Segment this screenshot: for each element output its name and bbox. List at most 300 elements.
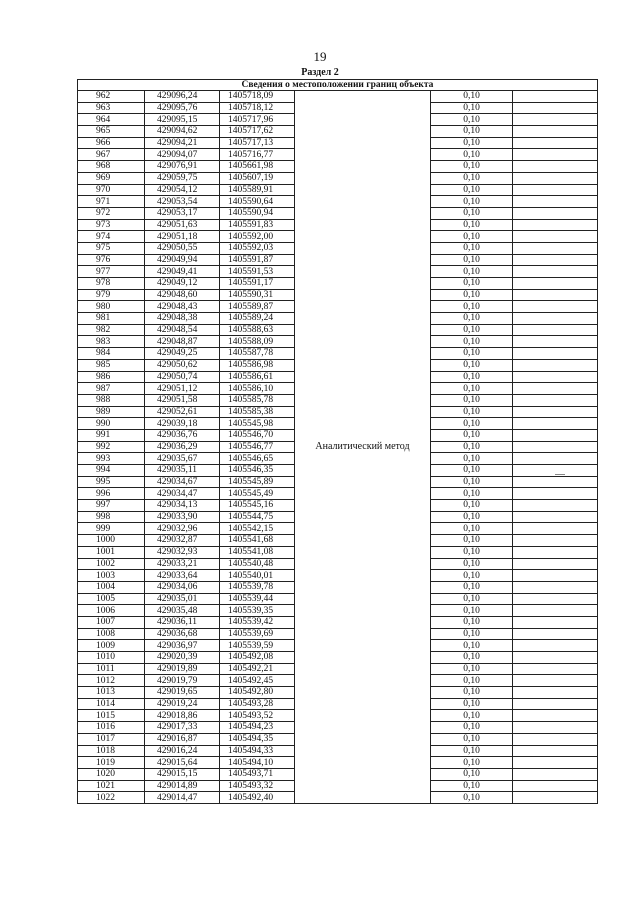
description-cell xyxy=(513,500,598,512)
point-number-cell: 1020 xyxy=(78,768,145,780)
boundary-coordinates-table xyxy=(77,79,598,804)
x-coordinate-cell: 429034,13 xyxy=(145,500,220,512)
y-coordinate-cell: 1405546,35 xyxy=(220,465,295,477)
accuracy-cell: 0,10 xyxy=(431,465,513,477)
point-number-cell: 1005 xyxy=(78,593,145,605)
y-coordinate-cell: 1405587,78 xyxy=(220,348,295,360)
description-cell xyxy=(513,149,598,161)
accuracy-cell: 0,10 xyxy=(431,593,513,605)
point-number-cell: 987 xyxy=(78,383,145,395)
accuracy-cell: 0,10 xyxy=(431,675,513,687)
y-coordinate-cell: 1405717,13 xyxy=(220,137,295,149)
point-number-cell: 1006 xyxy=(78,605,145,617)
y-coordinate-cell: 1405591,83 xyxy=(220,219,295,231)
x-coordinate-cell: 429053,54 xyxy=(145,196,220,208)
x-coordinate-cell: 429033,64 xyxy=(145,570,220,582)
accuracy-cell: 0,10 xyxy=(431,628,513,640)
point-number-cell: 1009 xyxy=(78,640,145,652)
description-cell xyxy=(513,336,598,348)
description-cell xyxy=(513,546,598,558)
description-cell xyxy=(513,535,598,547)
accuracy-cell: 0,10 xyxy=(431,219,513,231)
x-coordinate-cell: 429048,43 xyxy=(145,301,220,313)
description-cell xyxy=(513,301,598,313)
description-cell xyxy=(513,710,598,722)
x-coordinate-cell: 429032,96 xyxy=(145,523,220,535)
x-coordinate-cell: 429051,18 xyxy=(145,231,220,243)
x-coordinate-cell: 429050,55 xyxy=(145,242,220,254)
description-cell xyxy=(513,757,598,769)
x-coordinate-cell: 429014,47 xyxy=(145,792,220,804)
method-cell: Аналитический метод xyxy=(295,91,431,804)
x-coordinate-cell: 429036,97 xyxy=(145,640,220,652)
x-coordinate-cell: 429017,33 xyxy=(145,722,220,734)
description-cell xyxy=(513,616,598,628)
y-coordinate-cell: 1405586,10 xyxy=(220,383,295,395)
description-cell xyxy=(513,161,598,173)
y-coordinate-cell: 1405545,16 xyxy=(220,500,295,512)
y-coordinate-cell: 1405589,24 xyxy=(220,313,295,325)
y-coordinate-cell: 1405592,00 xyxy=(220,231,295,243)
description-cell xyxy=(513,780,598,792)
point-number-cell: 1008 xyxy=(78,628,145,640)
y-coordinate-cell: 1405544,75 xyxy=(220,511,295,523)
y-coordinate-cell: 1405718,12 xyxy=(220,102,295,114)
accuracy-cell: 0,10 xyxy=(431,102,513,114)
point-number-cell: 1012 xyxy=(78,675,145,687)
y-coordinate-cell: 1405590,31 xyxy=(220,289,295,301)
point-number-cell: 968 xyxy=(78,161,145,173)
x-coordinate-cell: 429094,62 xyxy=(145,126,220,138)
y-coordinate-cell: 1405545,49 xyxy=(220,488,295,500)
point-number-cell: 964 xyxy=(78,114,145,126)
y-coordinate-cell: 1405590,64 xyxy=(220,196,295,208)
description-cell xyxy=(513,383,598,395)
description-cell xyxy=(513,675,598,687)
accuracy-cell: 0,10 xyxy=(431,652,513,664)
description-cell xyxy=(513,441,598,453)
x-coordinate-cell: 429033,21 xyxy=(145,558,220,570)
y-coordinate-cell: 1405592,03 xyxy=(220,242,295,254)
point-number-cell: 1000 xyxy=(78,535,145,547)
description-cell xyxy=(513,126,598,138)
point-number-cell: 972 xyxy=(78,207,145,219)
point-number-cell: 999 xyxy=(78,523,145,535)
accuracy-cell: 0,10 xyxy=(431,792,513,804)
x-coordinate-cell: 429016,87 xyxy=(145,733,220,745)
x-coordinate-cell: 429049,25 xyxy=(145,348,220,360)
x-coordinate-cell: 429094,21 xyxy=(145,137,220,149)
accuracy-cell: 0,10 xyxy=(431,780,513,792)
point-number-cell: 981 xyxy=(78,313,145,325)
y-coordinate-cell: 1405585,78 xyxy=(220,394,295,406)
y-coordinate-cell: 1405586,61 xyxy=(220,371,295,383)
accuracy-cell: 0,10 xyxy=(431,161,513,173)
description-cell xyxy=(513,114,598,126)
x-coordinate-cell: 429095,76 xyxy=(145,102,220,114)
y-coordinate-cell: 1405494,35 xyxy=(220,733,295,745)
accuracy-cell: 0,10 xyxy=(431,558,513,570)
y-coordinate-cell: 1405591,87 xyxy=(220,254,295,266)
point-number-cell: 1014 xyxy=(78,698,145,710)
y-coordinate-cell: 1405539,44 xyxy=(220,593,295,605)
x-coordinate-cell: 429059,75 xyxy=(145,172,220,184)
description-cell xyxy=(513,394,598,406)
point-number-cell: 1011 xyxy=(78,663,145,675)
point-number-cell: 997 xyxy=(78,500,145,512)
description-cell xyxy=(513,313,598,325)
y-coordinate-cell: 1405590,94 xyxy=(220,207,295,219)
x-coordinate-cell: 429048,54 xyxy=(145,324,220,336)
description-cell xyxy=(513,172,598,184)
point-number-cell: 962 xyxy=(78,91,145,103)
description-cell xyxy=(513,745,598,757)
point-number-cell: 1007 xyxy=(78,616,145,628)
y-coordinate-cell: 1405607,19 xyxy=(220,172,295,184)
point-number-cell: 979 xyxy=(78,289,145,301)
description-cell xyxy=(513,663,598,675)
accuracy-cell: 0,10 xyxy=(431,359,513,371)
point-number-cell: 984 xyxy=(78,348,145,360)
point-number-cell: 1019 xyxy=(78,757,145,769)
accuracy-cell: 0,10 xyxy=(431,733,513,745)
description-cell xyxy=(513,558,598,570)
accuracy-cell: 0,10 xyxy=(431,546,513,558)
point-number-cell: 1002 xyxy=(78,558,145,570)
point-number-cell: 1016 xyxy=(78,722,145,734)
description-cell xyxy=(513,768,598,780)
x-coordinate-cell: 429050,74 xyxy=(145,371,220,383)
y-coordinate-cell: 1405539,59 xyxy=(220,640,295,652)
accuracy-cell: 0,10 xyxy=(431,757,513,769)
point-number-cell: 1010 xyxy=(78,652,145,664)
x-coordinate-cell: 429033,90 xyxy=(145,511,220,523)
y-coordinate-cell: 1405539,35 xyxy=(220,605,295,617)
table-header: Сведения о местоположении границ объекта xyxy=(78,80,598,91)
point-number-cell: 1017 xyxy=(78,733,145,745)
x-coordinate-cell: 429051,12 xyxy=(145,383,220,395)
margin-mark xyxy=(555,474,565,475)
x-coordinate-cell: 429048,87 xyxy=(145,336,220,348)
description-cell xyxy=(513,640,598,652)
x-coordinate-cell: 429034,06 xyxy=(145,581,220,593)
x-coordinate-cell: 429051,58 xyxy=(145,394,220,406)
x-coordinate-cell: 429051,63 xyxy=(145,219,220,231)
point-number-cell: 985 xyxy=(78,359,145,371)
point-number-cell: 992 xyxy=(78,441,145,453)
y-coordinate-cell: 1405492,80 xyxy=(220,687,295,699)
x-coordinate-cell: 429052,61 xyxy=(145,406,220,418)
description-cell xyxy=(513,722,598,734)
x-coordinate-cell: 429015,15 xyxy=(145,768,220,780)
accuracy-cell: 0,10 xyxy=(431,663,513,675)
y-coordinate-cell: 1405539,78 xyxy=(220,581,295,593)
table-row xyxy=(78,91,598,103)
point-number-cell: 966 xyxy=(78,137,145,149)
accuracy-cell: 0,10 xyxy=(431,172,513,184)
x-coordinate-cell: 429014,89 xyxy=(145,780,220,792)
point-number-cell: 983 xyxy=(78,336,145,348)
x-coordinate-cell: 429039,18 xyxy=(145,418,220,430)
description-cell xyxy=(513,254,598,266)
x-coordinate-cell: 429015,64 xyxy=(145,757,220,769)
point-number-cell: 996 xyxy=(78,488,145,500)
point-number-cell: 965 xyxy=(78,126,145,138)
point-number-cell: 1022 xyxy=(78,792,145,804)
accuracy-cell: 0,10 xyxy=(431,313,513,325)
accuracy-cell: 0,10 xyxy=(431,324,513,336)
point-number-cell: 975 xyxy=(78,242,145,254)
accuracy-cell: 0,10 xyxy=(431,348,513,360)
y-coordinate-cell: 1405546,77 xyxy=(220,441,295,453)
x-coordinate-cell: 429035,01 xyxy=(145,593,220,605)
y-coordinate-cell: 1405539,69 xyxy=(220,628,295,640)
x-coordinate-cell: 429053,17 xyxy=(145,207,220,219)
accuracy-cell: 0,10 xyxy=(431,149,513,161)
description-cell xyxy=(513,406,598,418)
accuracy-cell: 0,10 xyxy=(431,453,513,465)
accuracy-cell: 0,10 xyxy=(431,745,513,757)
accuracy-cell: 0,10 xyxy=(431,91,513,103)
point-number-cell: 971 xyxy=(78,196,145,208)
accuracy-cell: 0,10 xyxy=(431,418,513,430)
point-number-cell: 991 xyxy=(78,429,145,441)
page-number: 19 xyxy=(313,49,327,64)
accuracy-cell: 0,10 xyxy=(431,231,513,243)
y-coordinate-cell: 1405494,10 xyxy=(220,757,295,769)
y-coordinate-cell: 1405493,71 xyxy=(220,768,295,780)
accuracy-cell: 0,10 xyxy=(431,605,513,617)
y-coordinate-cell: 1405492,08 xyxy=(220,652,295,664)
description-cell xyxy=(513,278,598,290)
point-number-cell: 969 xyxy=(78,172,145,184)
y-coordinate-cell: 1405493,32 xyxy=(220,780,295,792)
x-coordinate-cell: 429094,07 xyxy=(145,149,220,161)
y-coordinate-cell: 1405546,65 xyxy=(220,453,295,465)
x-coordinate-cell: 429036,76 xyxy=(145,429,220,441)
y-coordinate-cell: 1405542,15 xyxy=(220,523,295,535)
description-cell xyxy=(513,207,598,219)
accuracy-cell: 0,10 xyxy=(431,196,513,208)
accuracy-cell: 0,10 xyxy=(431,476,513,488)
y-coordinate-cell: 1405716,77 xyxy=(220,149,295,161)
accuracy-cell: 0,10 xyxy=(431,687,513,699)
accuracy-cell: 0,10 xyxy=(431,126,513,138)
y-coordinate-cell: 1405540,48 xyxy=(220,558,295,570)
accuracy-cell: 0,10 xyxy=(431,581,513,593)
description-cell xyxy=(513,289,598,301)
y-coordinate-cell: 1405661,98 xyxy=(220,161,295,173)
point-number-cell: 1015 xyxy=(78,710,145,722)
x-coordinate-cell: 429018,86 xyxy=(145,710,220,722)
accuracy-cell: 0,10 xyxy=(431,535,513,547)
description-cell xyxy=(513,511,598,523)
y-coordinate-cell: 1405494,33 xyxy=(220,745,295,757)
accuracy-cell: 0,10 xyxy=(431,301,513,313)
accuracy-cell: 0,10 xyxy=(431,500,513,512)
point-number-cell: 977 xyxy=(78,266,145,278)
point-number-cell: 989 xyxy=(78,406,145,418)
description-cell xyxy=(513,581,598,593)
accuracy-cell: 0,10 xyxy=(431,242,513,254)
y-coordinate-cell: 1405492,40 xyxy=(220,792,295,804)
point-number-cell: 993 xyxy=(78,453,145,465)
x-coordinate-cell: 429019,89 xyxy=(145,663,220,675)
point-number-cell: 994 xyxy=(78,465,145,477)
accuracy-cell: 0,10 xyxy=(431,640,513,652)
description-cell xyxy=(513,324,598,336)
x-coordinate-cell: 429076,91 xyxy=(145,161,220,173)
point-number-cell: 990 xyxy=(78,418,145,430)
description-cell xyxy=(513,570,598,582)
description-cell xyxy=(513,137,598,149)
description-cell xyxy=(513,102,598,114)
section-title: Раздел 2 xyxy=(301,67,339,78)
point-number-cell: 976 xyxy=(78,254,145,266)
accuracy-cell: 0,10 xyxy=(431,383,513,395)
y-coordinate-cell: 1405588,09 xyxy=(220,336,295,348)
x-coordinate-cell: 429035,11 xyxy=(145,465,220,477)
description-cell xyxy=(513,687,598,699)
point-number-cell: 1018 xyxy=(78,745,145,757)
accuracy-cell: 0,10 xyxy=(431,114,513,126)
accuracy-cell: 0,10 xyxy=(431,710,513,722)
accuracy-cell: 0,10 xyxy=(431,616,513,628)
accuracy-cell: 0,10 xyxy=(431,278,513,290)
accuracy-cell: 0,10 xyxy=(431,266,513,278)
x-coordinate-cell: 429034,67 xyxy=(145,476,220,488)
y-coordinate-cell: 1405586,98 xyxy=(220,359,295,371)
description-cell xyxy=(513,348,598,360)
y-coordinate-cell: 1405493,28 xyxy=(220,698,295,710)
point-number-cell: 978 xyxy=(78,278,145,290)
y-coordinate-cell: 1405541,08 xyxy=(220,546,295,558)
x-coordinate-cell: 429035,67 xyxy=(145,453,220,465)
accuracy-cell: 0,10 xyxy=(431,336,513,348)
accuracy-cell: 0,10 xyxy=(431,429,513,441)
point-number-cell: 980 xyxy=(78,301,145,313)
accuracy-cell: 0,10 xyxy=(431,137,513,149)
accuracy-cell: 0,10 xyxy=(431,698,513,710)
description-cell xyxy=(513,605,598,617)
x-coordinate-cell: 429019,24 xyxy=(145,698,220,710)
x-coordinate-cell: 429054,12 xyxy=(145,184,220,196)
accuracy-cell: 0,10 xyxy=(431,184,513,196)
x-coordinate-cell: 429048,60 xyxy=(145,289,220,301)
y-coordinate-cell: 1405585,38 xyxy=(220,406,295,418)
x-coordinate-cell: 429095,15 xyxy=(145,114,220,126)
y-coordinate-cell: 1405546,70 xyxy=(220,429,295,441)
x-coordinate-cell: 429096,24 xyxy=(145,91,220,103)
x-coordinate-cell: 429048,38 xyxy=(145,313,220,325)
point-number-cell: 1013 xyxy=(78,687,145,699)
point-number-cell: 1003 xyxy=(78,570,145,582)
x-coordinate-cell: 429049,94 xyxy=(145,254,220,266)
x-coordinate-cell: 429036,68 xyxy=(145,628,220,640)
description-cell xyxy=(513,476,598,488)
description-cell xyxy=(513,266,598,278)
point-number-cell: 1001 xyxy=(78,546,145,558)
x-coordinate-cell: 429032,93 xyxy=(145,546,220,558)
y-coordinate-cell: 1405718,09 xyxy=(220,91,295,103)
accuracy-cell: 0,10 xyxy=(431,722,513,734)
accuracy-cell: 0,10 xyxy=(431,371,513,383)
point-number-cell: 1004 xyxy=(78,581,145,593)
table-header-row xyxy=(78,80,598,91)
point-number-cell: 970 xyxy=(78,184,145,196)
x-coordinate-cell: 429032,87 xyxy=(145,535,220,547)
accuracy-cell: 0,10 xyxy=(431,406,513,418)
description-cell xyxy=(513,593,598,605)
description-cell xyxy=(513,231,598,243)
accuracy-cell: 0,10 xyxy=(431,289,513,301)
x-coordinate-cell: 429016,24 xyxy=(145,745,220,757)
y-coordinate-cell: 1405717,96 xyxy=(220,114,295,126)
y-coordinate-cell: 1405589,87 xyxy=(220,301,295,313)
y-coordinate-cell: 1405545,98 xyxy=(220,418,295,430)
accuracy-cell: 0,10 xyxy=(431,570,513,582)
point-number-cell: 974 xyxy=(78,231,145,243)
y-coordinate-cell: 1405493,52 xyxy=(220,710,295,722)
description-cell xyxy=(513,359,598,371)
point-number-cell: 995 xyxy=(78,476,145,488)
description-cell xyxy=(513,733,598,745)
description-cell xyxy=(513,453,598,465)
description-cell xyxy=(513,698,598,710)
description-cell xyxy=(513,652,598,664)
description-cell xyxy=(513,628,598,640)
accuracy-cell: 0,10 xyxy=(431,768,513,780)
y-coordinate-cell: 1405591,17 xyxy=(220,278,295,290)
y-coordinate-cell: 1405494,23 xyxy=(220,722,295,734)
x-coordinate-cell: 429020,39 xyxy=(145,652,220,664)
y-coordinate-cell: 1405589,91 xyxy=(220,184,295,196)
point-number-cell: 963 xyxy=(78,102,145,114)
x-coordinate-cell: 429019,65 xyxy=(145,687,220,699)
x-coordinate-cell: 429019,79 xyxy=(145,675,220,687)
y-coordinate-cell: 1405492,21 xyxy=(220,663,295,675)
point-number-cell: 967 xyxy=(78,149,145,161)
point-number-cell: 1021 xyxy=(78,780,145,792)
description-cell xyxy=(513,371,598,383)
x-coordinate-cell: 429035,48 xyxy=(145,605,220,617)
point-number-cell: 982 xyxy=(78,324,145,336)
description-cell xyxy=(513,184,598,196)
description-cell xyxy=(513,418,598,430)
description-cell xyxy=(513,91,598,103)
x-coordinate-cell: 429049,41 xyxy=(145,266,220,278)
x-coordinate-cell: 429050,62 xyxy=(145,359,220,371)
accuracy-cell: 0,10 xyxy=(431,207,513,219)
y-coordinate-cell: 1405541,68 xyxy=(220,535,295,547)
accuracy-cell: 0,10 xyxy=(431,511,513,523)
point-number-cell: 986 xyxy=(78,371,145,383)
point-number-cell: 998 xyxy=(78,511,145,523)
description-cell xyxy=(513,242,598,254)
x-coordinate-cell: 429036,29 xyxy=(145,441,220,453)
y-coordinate-cell: 1405591,53 xyxy=(220,266,295,278)
accuracy-cell: 0,10 xyxy=(431,394,513,406)
description-cell xyxy=(513,523,598,535)
description-cell xyxy=(513,792,598,804)
x-coordinate-cell: 429034,47 xyxy=(145,488,220,500)
y-coordinate-cell: 1405717,62 xyxy=(220,126,295,138)
description-cell xyxy=(513,488,598,500)
accuracy-cell: 0,10 xyxy=(431,254,513,266)
accuracy-cell: 0,10 xyxy=(431,441,513,453)
accuracy-cell: 0,10 xyxy=(431,488,513,500)
y-coordinate-cell: 1405540,01 xyxy=(220,570,295,582)
